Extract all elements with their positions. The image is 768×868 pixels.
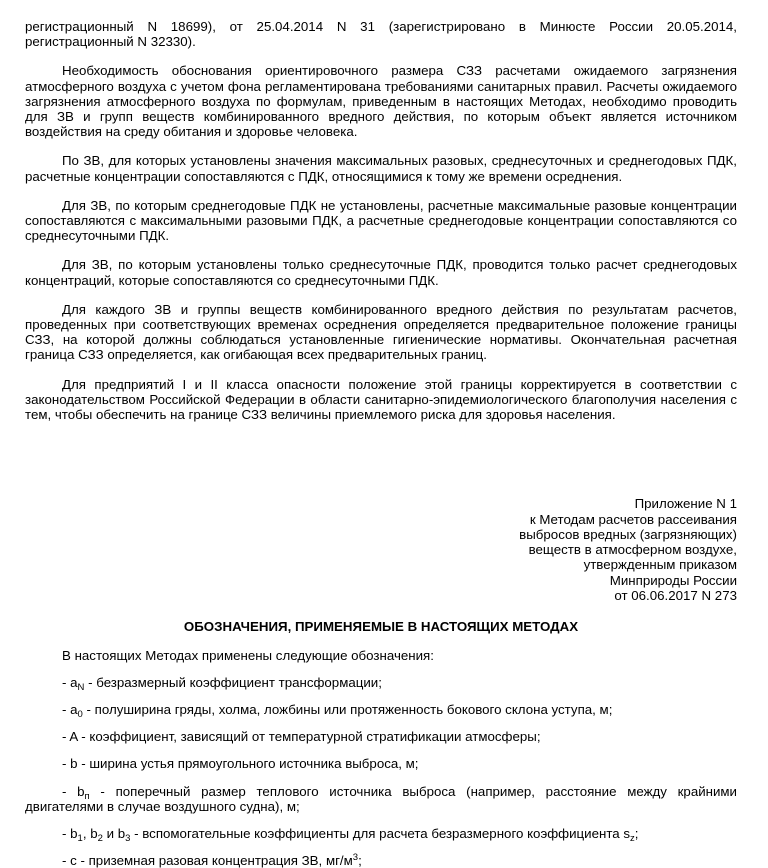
notation-item-bp: - $b_п$ - поперечный размер теплового источника выброса (например, расстояние между крайними двигателями в случае воздушного судна), м;: [25, 783, 737, 814]
appendix-line: Минприроды России: [609, 572, 737, 588]
appendix-line: Приложение N 1: [634, 496, 737, 512]
paragraph-daily-pdk-only: Для ЗВ, по которым установлены только среднесуточные ПДК, проводится только расчет среднегодовых концентраций, которые сопоставляются со среднесуточными ПДК.: [25, 257, 737, 288]
paragraph-szz-justification: Необходимость обоснования ориентировочного размера СЗЗ расчетами ожидаемого загрязнения атмосферного воздуха с учетом фона регламентирована требованиями санитарных правил. Расчеты ожидаемого загрязнения атмосферного воздуха по формулам, приведенным в настоящих Методах, необходимо проводить для ЗВ и групп веществ комбинированного вредного действия, по которым объект является источником воздействия на среду обитания и здоровье человека.: [25, 63, 737, 140]
paragraph-hazard-class: Для предприятий I и II класса опасности положение этой границы корректируется в соответствии с законодательством Российской Федерации в области санитарно-эпидемиологического благополучия населения с тем, чтобы обеспечить на границе СЗЗ величины приемлемого риска для здоровья населения.: [25, 376, 737, 423]
section-intro: В настоящих Методах применены следующие обозначения:: [62, 647, 434, 663]
notation-item-b: - b - ширина устья прямоугольного источника выброса, м;: [62, 756, 419, 772]
appendix-line: к Методам расчетов рассеивания: [529, 511, 737, 527]
section-heading: ОБОЗНАЧЕНИЯ, ПРИМЕНЯЕМЫЕ В НАСТОЯЩИХ МЕТОДАХ: [183, 619, 579, 635]
appendix-reference: [25, 496, 737, 603]
paragraph-no-annual-pdk: Для ЗВ, по которым среднегодовые ПДК не установлены, расчетные максимальные разовые концентрации сопоставляются с максимальными разовыми ПДК, а расчетные среднегодовые концентрации сопоставляются со среднесуточными ПДК.: [25, 197, 737, 244]
paragraph-pdk-comparison: По ЗВ, для которых установлены значения максимальных разовых, среднесуточных и среднегодовых ПДК, расчетные концентрации сопоставляются с ПДК, относящимися к тому же времени осреднения.: [25, 153, 737, 184]
notation-item-aN: - $a_N$ - безразмерный коэффициент трансформации;: [62, 674, 382, 693]
paragraph-preliminary-boundary: Для каждого ЗВ и группы веществ комбинированного вредного действия по результатам расчетов, проведенных при соответствующих временах осреднения определяется предварительное положение границы СЗЗ, на которой должны соблюдаться установленные гигиенические нормативы. Окончательная расчетная граница СЗЗ определяется, как огибающая всех предварительных границ.: [25, 301, 737, 363]
appendix-line: утвержденным приказом: [583, 557, 737, 573]
notation-item-c: - c - приземная разовая концентрация ЗВ, $мг/м^3$;: [62, 852, 362, 868]
appendix-line: выбросов вредных (загрязняющих): [519, 526, 737, 542]
appendix-line: веществ в атмосферном воздухе,: [528, 542, 737, 558]
paragraph-registration: регистрационный N 18699), от 25.04.2014 N 31 (зарегистрировано в Минюсте России 20.05.2014, регистрационный N 32330).: [25, 19, 737, 50]
notation-item-A: - A - коэффициент, зависящий от температурной стратификации атмосферы;: [62, 729, 541, 745]
notation-item-a0: - $a_0$ - полуширина гряды, холма, ложбины или протяженность бокового склона уступа, м;: [62, 701, 613, 720]
appendix-line: от 06.06.2017 N 273: [614, 588, 737, 604]
notation-item-b123: - $b_1$, $b_2$ и $b_3$ - вспомогательные коэффициенты для расчета безразмерного коэффициента $s_z$;: [62, 825, 639, 844]
